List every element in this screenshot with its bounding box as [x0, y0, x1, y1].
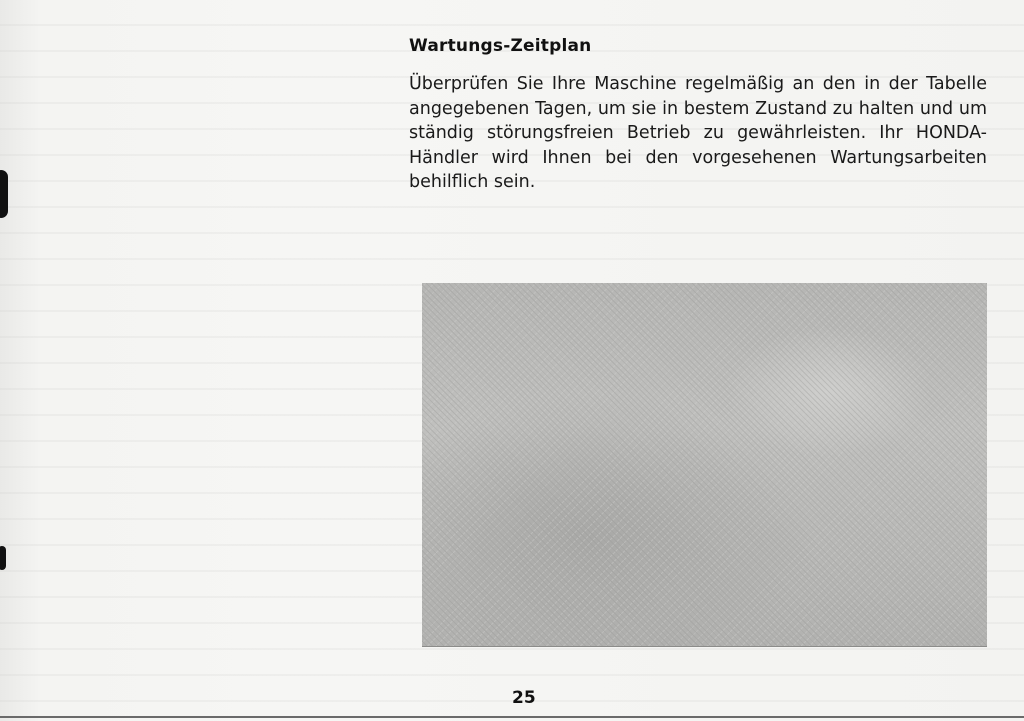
section-heading: Wartungs-Zeitplan — [409, 36, 592, 56]
binding-mark — [0, 546, 6, 570]
section-paragraph: Überprüfen Sie Ihre Maschine regelmäßig an den in der Tabelle angegebenen Tagen, um sie in bestem Zustand zu halten und um ständig störungsfreien Betrieb zu gewährleisten. Ihr HONDA-Händler wird Ihnen bei den vorgesehenen Wartungsarbeiten behilflich sein. — [409, 74, 987, 193]
page-number: 25 — [512, 688, 536, 708]
maintenance-photo — [422, 283, 987, 647]
page-bottom-rule — [0, 716, 1024, 718]
binding-mark — [0, 170, 8, 218]
photo-grain — [422, 283, 987, 646]
